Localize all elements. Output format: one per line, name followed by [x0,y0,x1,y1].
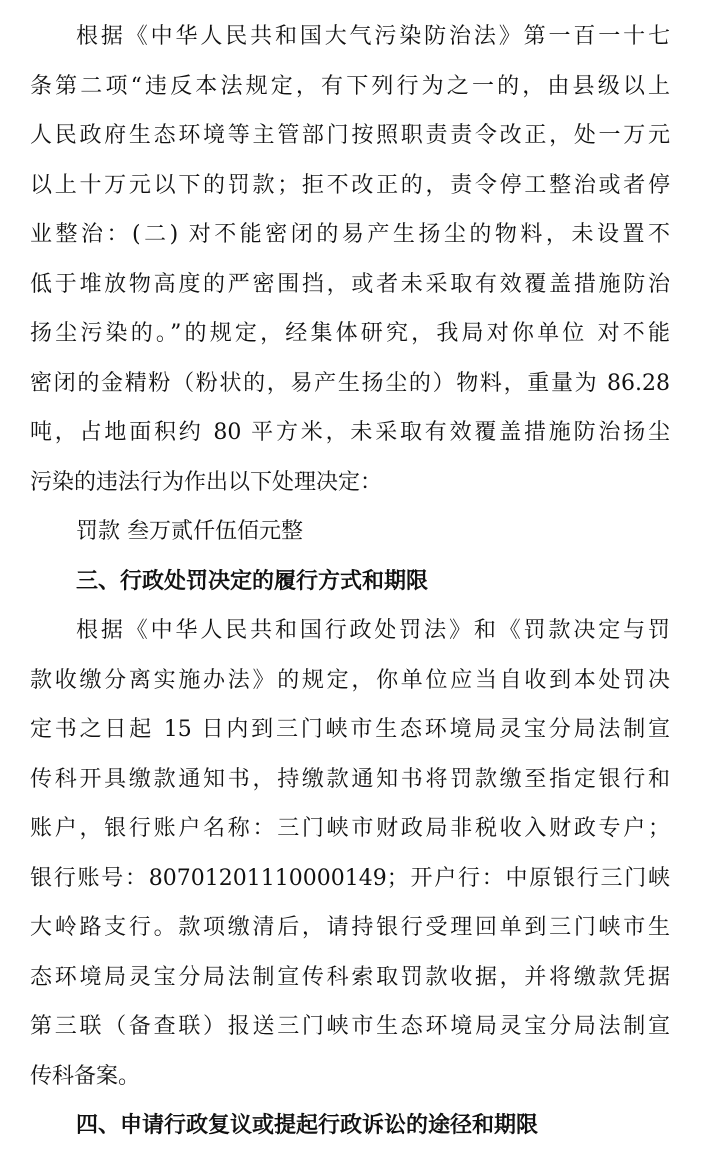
text-line: 银行账号：80701201110000149；开户行：中原银行三门峡 [30,865,670,891]
text-line: 大岭路支行。款项缴清后，请持银行受理回单到三门峡市生 [30,915,670,940]
text-line: 态环境局灵宝分局法制宣传科索取罚款收据，并将缴款凭据 [30,964,670,990]
text-line: 业整治：(二) 对不能密闭的易产生扬尘的物料，未设置不 [30,222,670,247]
section-heading-3: 三、行政处罚决定的履行方式和期限 [76,568,429,594]
section-heading-4: 四、申请行政复议或提起行政诉讼的途径和期限 [76,1113,539,1138]
text-line: 根据《中华人民共和国行政处罚法》和《罚款决定与罚 [76,618,670,643]
penalty-amount-line: 罚款 叁万贰仟伍佰元整 [76,519,303,544]
text-line: 扬尘污染的。”的规定，经集体研究，我局对你单位 对不能 [30,321,670,346]
text-line: 款收缴分离实施办法》的规定，你单位应当自收到本处罚决 [30,667,670,693]
text-line: 定书之日起 15 日内到三门峡市生态环境局灵宝分局法制宣 [30,717,670,742]
text-line: 根据《中华人民共和国大气污染防治法》第一百一十七 [76,24,670,49]
text-line: 低于堆放物高度的严密围挡，或者未采取有效覆盖措施防治 [30,271,670,297]
paragraph-payment-method [30,606,670,1101]
text-line: 吨，占地面积约 80 平方米，未采取有效覆盖措施防治扬尘 [30,420,670,445]
text-line: 第三联（备查联）报送三门峡市生态环境局灵宝分局法制宣 [30,1014,670,1039]
document-page [30,12,670,1151]
text-line: 传科开具缴款通知书，持缴款通知书将罚款缴至指定银行和 [30,766,670,792]
text-line: 账户，银行账户名称：三门峡市财政局非税收入财政专户； [30,816,670,841]
text-line: 密闭的金精粉（粉状的，易产生扬尘的）物料，重量为 86.28 [30,370,670,396]
paragraph-legal-basis [30,12,670,507]
text-line: 以上十万元以下的罚款；拒不改正的，责令停工整治或者停 [30,172,670,198]
text-line: 污染的违法行为作出以下处理决定： [30,469,383,495]
text-line: 人民政府生态环境等主管部门按照职责责令改正，处一万元 [30,123,670,148]
text-line: 条第二项“违反本法规定，有下列行为之一的，由县级以上 [30,73,670,99]
text-line: 传科备案。 [30,1063,141,1089]
